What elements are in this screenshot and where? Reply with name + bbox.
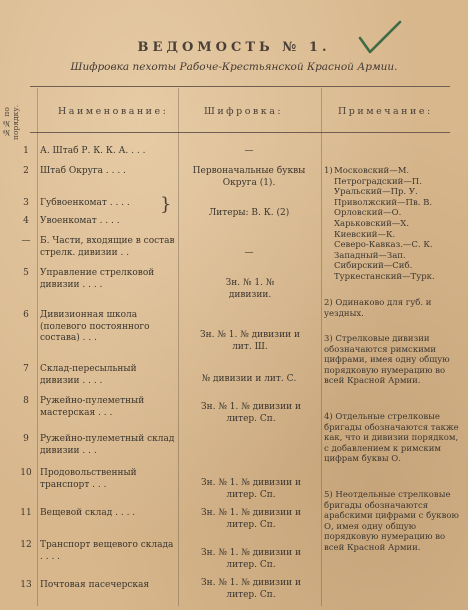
row-number: 12: [20, 540, 32, 550]
note-2: 2) Одинаково для губ. и уездных.: [324, 298, 432, 319]
row-name: Ружейно-пулеметный склад дивизии . . .: [40, 434, 175, 456]
row-number-column-label: №№ по порядку.: [2, 104, 20, 140]
column-header-name: Наименование:: [58, 106, 169, 117]
row-name: Увоенкомат . . . .: [40, 216, 120, 226]
note-1-line: Туркестанский—Турк.: [334, 271, 435, 282]
row-cipher: Зн. № 1. № дивизии и литер. Сп.: [201, 548, 301, 570]
note-5: 5) Неотдельные стрелковые бригады обозначаются арабскими цифрами с буквою О, имея одну общую порядковую нумерацию во всей Красной Армии.: [324, 490, 459, 553]
row-cipher: Литеры: В. К. (2): [208, 208, 290, 218]
note-4: 4) Отдельные стрелковые бригады обозначаются также как, что и дивизии порядком, с добавлением к римским цифрам буквы О.: [324, 412, 459, 465]
row-cipher: Зн. № 1. № дивизии и литер. Сп.: [201, 578, 301, 600]
note-1-line: Северо-Кавказ.—С. К.: [334, 240, 433, 251]
row-number: 8: [23, 396, 29, 406]
row-number: 5: [23, 268, 29, 278]
column-header-notes: Примечание:: [338, 106, 433, 117]
header-rule-bottom: [30, 132, 450, 133]
row-name: Штаб Округа . . . .: [40, 166, 126, 176]
row-cipher: Зн. № 1. № дивизии и литер. Сп.: [201, 508, 301, 530]
row-cipher: Первоначальные буквы Округа (1).: [192, 166, 306, 188]
note-1-line: Сибирский—Сиб.: [334, 261, 413, 272]
row-number: —: [21, 236, 31, 246]
row-number: 6: [23, 310, 29, 320]
row-name: Транспорт вещевого склада . . . .: [40, 540, 174, 562]
row-name: Вещевой склад . . . .: [40, 508, 136, 518]
row-name: Ружейно-пулеметный мастерская . . .: [40, 396, 145, 418]
row-cipher: № дивизии и лит. С.: [201, 374, 297, 384]
row-name: Склад-пересыльный дивизии . . . .: [40, 364, 137, 386]
note-1: [324, 166, 464, 283]
note-1-marker: 1): [324, 166, 333, 176]
note-1-line: Западный—Зап.: [334, 250, 406, 261]
header-rule-top: [30, 86, 450, 87]
column-header-cipher: Шифровка:: [204, 106, 284, 117]
note-1-line: Петроградский—П.: [334, 176, 422, 187]
note-1-line: Харьковский—Х.: [334, 218, 410, 229]
note-1-line: Московский—М.: [334, 166, 410, 176]
row-number: 13: [20, 580, 32, 590]
row-number: 11: [20, 508, 32, 518]
row-number: 10: [20, 468, 32, 478]
row-name: Продовольственный транспорт . . .: [40, 468, 137, 490]
note-1-line: Уральский—Пр. У.: [334, 187, 418, 198]
row-name: А. Штаб Р. К. К. А. . . .: [40, 146, 146, 156]
document-subtitle: Шифровка пехоты Рабоче-Крестьянской Красной Армии.: [70, 61, 398, 73]
row-cipher: —: [244, 146, 254, 156]
row-cipher: Зн. № 1. № дивизии и лит. Ш.: [200, 330, 300, 352]
row-cipher: Зн. № 1. № дивизии и литер. Сп.: [201, 402, 301, 424]
note-1-line: Приволжский—Пв. В.: [334, 197, 433, 208]
row-number: 9: [23, 434, 29, 444]
column-divider: [321, 88, 322, 606]
row-cipher: Зн. № 1. № дивизии и литер. Сп.: [201, 478, 301, 500]
row-cipher: Зн. № 1. № дивизии.: [225, 278, 275, 300]
row-number: 2: [23, 166, 29, 176]
row-number: 7: [23, 364, 29, 374]
note-1-line: Орловский—О.: [334, 208, 402, 219]
note-1-line: Киевский—К.: [334, 229, 396, 240]
row-number: 3: [23, 198, 29, 208]
row-name: Управление стрелковой дивизии . . . .: [40, 268, 155, 290]
note-3: 3) Стрелковые дивизии обозначаются римскими цифрами, имея одну общую порядковую нумерацию во всей Красной Армии.: [324, 334, 450, 387]
row-name: Дивизионная школа (полевого постоянного состава) . . .: [40, 310, 150, 343]
row-cipher: —: [244, 248, 254, 258]
document-title: ВЕДОМОСТЬ № 1.: [137, 40, 331, 55]
row-name: Губвоенкомат . . . .: [40, 198, 130, 208]
row-name: Почтовая пасечерская: [40, 580, 150, 590]
column-divider: [178, 88, 179, 606]
row-number: 4: [23, 216, 29, 226]
row-name: Б. Части, входящие в состав стрелк. дивизии . .: [40, 236, 175, 258]
row-number: 1: [23, 146, 29, 156]
column-divider: [37, 88, 38, 606]
brace-mark: }: [160, 194, 172, 215]
